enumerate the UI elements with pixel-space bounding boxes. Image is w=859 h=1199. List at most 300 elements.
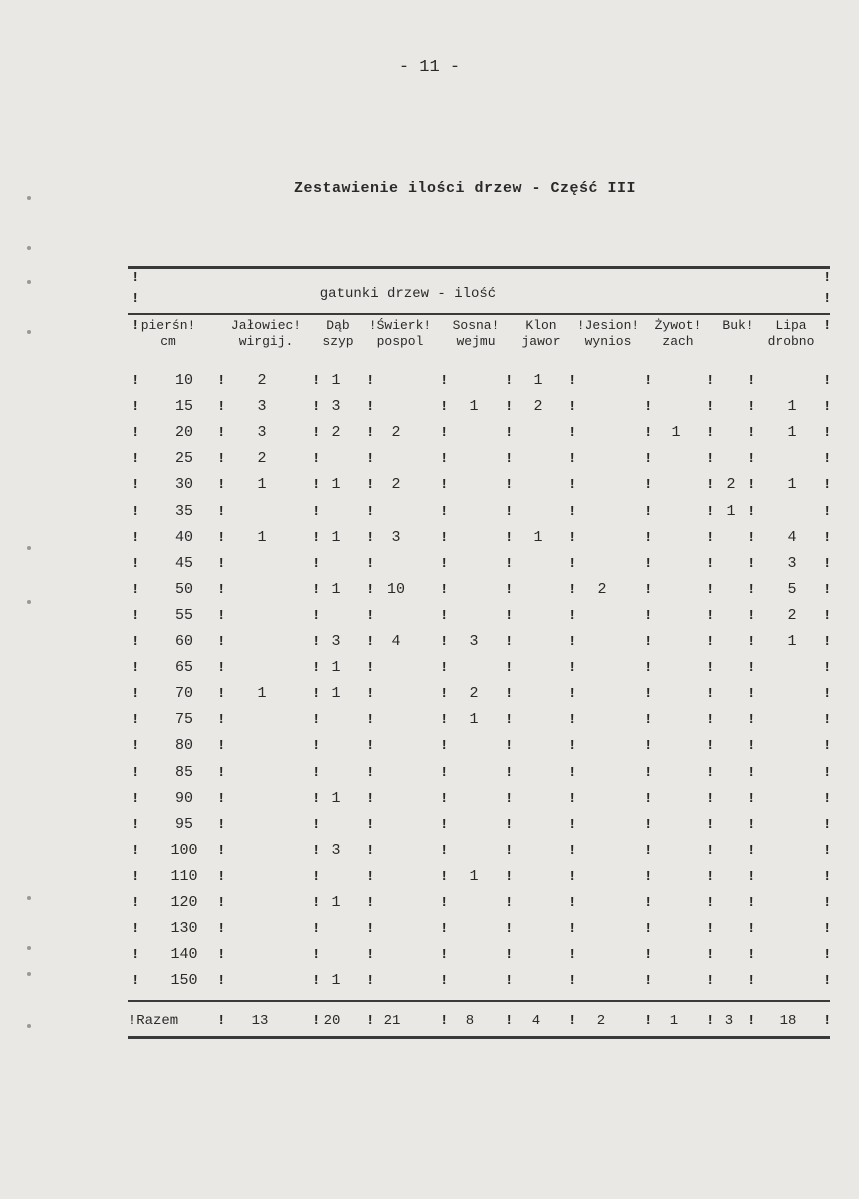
row-separator: ! <box>747 529 756 546</box>
row-separator: ! <box>312 503 321 520</box>
count-cell: 1 <box>331 659 341 677</box>
group-header-right-bar: ! <box>823 270 832 286</box>
row-separator: ! <box>823 816 832 833</box>
diameter-cell: 45 <box>174 554 194 572</box>
row-separator: ! <box>131 399 140 416</box>
row-separator: ! <box>747 816 756 833</box>
row-separator: ! <box>217 973 226 990</box>
column-header-line1: Dąb <box>326 318 350 333</box>
row-separator: ! <box>706 816 715 833</box>
count-cell: 3 <box>787 554 797 572</box>
count-cell: 1 <box>331 528 341 546</box>
count-cell: 1 <box>469 711 479 729</box>
row-separator: ! <box>217 686 226 703</box>
row-separator: ! <box>440 634 449 650</box>
row-separator: ! <box>312 842 321 859</box>
row-separator: ! <box>706 842 715 859</box>
row-separator: ! <box>644 555 653 572</box>
row-separator: ! <box>217 607 226 624</box>
row-separator: ! <box>505 607 514 624</box>
row-separator: ! <box>312 816 321 833</box>
row-separator: ! <box>706 529 715 546</box>
row-separator: ! <box>312 686 321 703</box>
row-separator: ! <box>823 399 832 416</box>
row-separator: ! <box>644 764 653 781</box>
row-separator: ! <box>312 895 321 911</box>
row-separator: ! <box>747 425 756 442</box>
row-separator: ! <box>823 425 832 442</box>
row-separator: ! <box>747 790 756 807</box>
row-separator: ! <box>217 816 226 833</box>
diameter-cell: 140 <box>170 946 198 964</box>
diameter-cell: 15 <box>174 398 194 416</box>
document-title: Zestawienie ilości drzew - Część III <box>293 180 637 197</box>
row-separator: ! <box>747 686 756 703</box>
total-cell: 8 <box>465 1013 475 1029</box>
group-header-rule <box>128 313 830 315</box>
row-separator: ! <box>366 895 375 911</box>
row-separator: ! <box>131 425 140 442</box>
row-separator: ! <box>505 947 514 964</box>
row-separator: ! <box>217 399 226 416</box>
row-separator: ! <box>706 607 715 624</box>
row-separator: ! <box>505 842 514 859</box>
column-header-line2: wejmu <box>456 334 496 349</box>
row-separator: ! <box>366 581 375 598</box>
diameter-cell: 75 <box>174 711 194 729</box>
row-separator: ! <box>706 555 715 572</box>
count-cell: 1 <box>469 398 479 416</box>
total-label: !Razem <box>127 1013 179 1029</box>
row-separator: ! <box>823 764 832 781</box>
column-header-line1: Buk! <box>722 318 754 333</box>
row-separator: ! <box>312 373 321 389</box>
column-header-line1: !Świerk! <box>368 318 432 333</box>
row-separator: ! <box>706 634 715 650</box>
row-separator: ! <box>747 738 756 755</box>
diameter-cell: 95 <box>174 815 194 833</box>
row-separator: ! <box>823 686 832 703</box>
column-header-line1: !Jesion! <box>576 318 640 333</box>
row-separator: ! <box>747 503 756 520</box>
count-cell: 1 <box>726 502 736 520</box>
row-separator: ! <box>706 868 715 885</box>
row-separator: ! <box>366 738 375 755</box>
count-cell: 2 <box>787 606 797 624</box>
row-separator: ! <box>568 425 577 442</box>
total-separator: ! <box>644 1013 653 1029</box>
count-cell: 3 <box>469 633 479 650</box>
row-separator: ! <box>706 451 715 468</box>
row-separator: ! <box>440 712 449 729</box>
row-separator: ! <box>706 373 715 389</box>
row-separator: ! <box>312 451 321 468</box>
total-cell: 2 <box>596 1013 606 1029</box>
row-separator: ! <box>823 555 832 572</box>
row-separator: ! <box>706 399 715 416</box>
row-separator: ! <box>568 973 577 990</box>
count-cell: 1 <box>331 972 341 990</box>
row-separator: ! <box>131 816 140 833</box>
row-separator: ! <box>823 973 832 990</box>
count-cell: 1 <box>671 424 681 442</box>
row-separator: ! <box>312 607 321 624</box>
total-separator: ! <box>505 1013 514 1029</box>
count-cell: 1 <box>787 424 797 442</box>
count-cell: 3 <box>331 633 341 650</box>
row-separator: ! <box>217 581 226 598</box>
header-left-bar: ! <box>131 318 140 334</box>
row-separator: ! <box>568 503 577 520</box>
row-separator: ! <box>440 607 449 624</box>
row-separator: ! <box>747 895 756 911</box>
count-cell: 1 <box>331 894 341 911</box>
total-cell: 21 <box>383 1013 401 1029</box>
row-separator: ! <box>312 529 321 546</box>
row-separator: ! <box>706 790 715 807</box>
total-separator: ! <box>706 1013 715 1029</box>
total-separator: ! <box>440 1013 449 1029</box>
total-separator: ! <box>217 1013 226 1029</box>
column-header-line2: drobno <box>767 334 815 349</box>
row-separator: ! <box>217 503 226 520</box>
row-separator: ! <box>644 660 653 677</box>
row-separator: ! <box>505 477 514 494</box>
row-separator: ! <box>568 555 577 572</box>
row-separator: ! <box>217 738 226 755</box>
row-separator: ! <box>312 581 321 598</box>
row-separator: ! <box>131 607 140 624</box>
row-separator: ! <box>823 503 832 520</box>
row-separator: ! <box>440 738 449 755</box>
row-separator: ! <box>312 712 321 729</box>
row-separator: ! <box>217 842 226 859</box>
row-separator: ! <box>823 477 832 494</box>
row-separator: ! <box>131 738 140 755</box>
group-header-left-bar: ! <box>131 291 140 307</box>
count-cell: 2 <box>726 476 736 494</box>
row-separator: ! <box>131 895 140 911</box>
row-separator: ! <box>366 921 375 938</box>
row-separator: ! <box>706 686 715 703</box>
row-separator: ! <box>823 607 832 624</box>
row-separator: ! <box>131 555 140 572</box>
diameter-cell: 100 <box>170 841 198 859</box>
row-separator: ! <box>366 555 375 572</box>
table-top-rule <box>128 266 830 269</box>
total-cell: 18 <box>779 1013 797 1029</box>
row-separator: ! <box>366 660 375 677</box>
total-cell: 1 <box>669 1013 679 1029</box>
count-cell: 1 <box>787 398 797 416</box>
row-separator: ! <box>131 373 140 389</box>
row-separator: ! <box>440 816 449 833</box>
row-separator: ! <box>366 399 375 416</box>
count-cell: 4 <box>787 528 797 546</box>
row-separator: ! <box>366 477 375 494</box>
row-separator: ! <box>131 973 140 990</box>
row-separator: ! <box>568 790 577 807</box>
diameter-cell: 130 <box>170 920 198 938</box>
row-separator: ! <box>747 973 756 990</box>
row-separator: ! <box>644 816 653 833</box>
row-separator: ! <box>217 529 226 546</box>
row-separator: ! <box>505 921 514 938</box>
row-separator: ! <box>312 425 321 442</box>
row-separator: ! <box>568 477 577 494</box>
row-separator: ! <box>505 973 514 990</box>
row-separator: ! <box>505 764 514 781</box>
row-separator: ! <box>505 895 514 911</box>
row-separator: ! <box>217 764 226 781</box>
count-cell: 1 <box>331 580 341 598</box>
row-separator: ! <box>568 868 577 885</box>
row-separator: ! <box>644 607 653 624</box>
count-cell: 2 <box>533 398 543 416</box>
row-separator: ! <box>131 764 140 781</box>
row-separator: ! <box>440 686 449 703</box>
row-separator: ! <box>568 399 577 416</box>
row-separator: ! <box>440 373 449 389</box>
count-cell: 1 <box>469 867 479 885</box>
row-separator: ! <box>505 425 514 442</box>
row-separator: ! <box>366 607 375 624</box>
row-separator: ! <box>440 973 449 990</box>
column-header-line2: pospol <box>376 334 424 349</box>
count-cell: 1 <box>331 789 341 807</box>
diameter-cell: 25 <box>174 450 194 468</box>
row-separator: ! <box>505 399 514 416</box>
row-separator: ! <box>366 373 375 389</box>
row-separator: ! <box>823 842 832 859</box>
table-bottom-rule <box>128 1036 830 1039</box>
diameter-cell: 110 <box>170 867 198 885</box>
row-separator: ! <box>366 451 375 468</box>
row-separator: ! <box>706 764 715 781</box>
count-cell: 3 <box>257 398 267 416</box>
row-separator: ! <box>312 764 321 781</box>
row-separator: ! <box>644 686 653 703</box>
row-separator: ! <box>644 634 653 650</box>
row-separator: ! <box>505 868 514 885</box>
row-separator: ! <box>440 764 449 781</box>
row-separator: ! <box>568 660 577 677</box>
row-separator: ! <box>823 738 832 755</box>
row-separator: ! <box>644 503 653 520</box>
row-separator: ! <box>568 451 577 468</box>
row-separator: ! <box>366 947 375 964</box>
row-separator: ! <box>706 660 715 677</box>
row-separator: ! <box>747 634 756 650</box>
row-separator: ! <box>644 581 653 598</box>
row-separator: ! <box>747 451 756 468</box>
row-separator: ! <box>505 503 514 520</box>
row-separator: ! <box>312 555 321 572</box>
row-separator: ! <box>440 477 449 494</box>
row-separator: ! <box>823 373 832 389</box>
row-separator: ! <box>823 660 832 677</box>
row-separator: ! <box>747 868 756 885</box>
row-separator: ! <box>217 790 226 807</box>
row-separator: ! <box>312 790 321 807</box>
count-cell: 2 <box>391 476 401 494</box>
row-separator: ! <box>312 399 321 416</box>
diameter-cell: 85 <box>174 763 194 781</box>
row-separator: ! <box>747 764 756 781</box>
row-separator: ! <box>131 503 140 520</box>
header-right-bar: ! <box>823 318 832 334</box>
row-separator: ! <box>312 477 321 494</box>
column-header-line2: cm <box>160 334 176 349</box>
row-separator: ! <box>644 477 653 494</box>
row-separator: ! <box>568 607 577 624</box>
count-cell: 10 <box>386 580 406 598</box>
row-separator: ! <box>131 790 140 807</box>
row-separator: ! <box>366 529 375 546</box>
row-separator: ! <box>644 921 653 938</box>
diameter-cell: 90 <box>174 789 194 807</box>
total-cell: 4 <box>531 1013 541 1029</box>
row-separator: ! <box>747 373 756 389</box>
row-separator: ! <box>440 790 449 807</box>
row-separator: ! <box>747 607 756 624</box>
row-separator: ! <box>706 895 715 911</box>
diameter-cell: 55 <box>174 606 194 624</box>
row-separator: ! <box>505 529 514 546</box>
column-header-line2: wynios <box>584 334 632 349</box>
row-separator: ! <box>644 868 653 885</box>
row-separator: ! <box>644 425 653 442</box>
count-cell: 1 <box>257 685 267 703</box>
row-separator: ! <box>131 451 140 468</box>
row-separator: ! <box>747 712 756 729</box>
page-number: - 11 - <box>398 58 461 77</box>
count-cell: 1 <box>533 372 543 389</box>
group-header-right-bar: ! <box>823 291 832 307</box>
row-separator: ! <box>131 581 140 598</box>
row-separator: ! <box>568 634 577 650</box>
row-separator: ! <box>131 660 140 677</box>
column-header-line2: zach <box>662 334 694 349</box>
row-separator: ! <box>644 712 653 729</box>
row-separator: ! <box>747 921 756 938</box>
row-separator: ! <box>568 921 577 938</box>
row-separator: ! <box>312 634 321 650</box>
row-separator: ! <box>644 842 653 859</box>
count-cell: 5 <box>787 580 797 598</box>
count-cell: 1 <box>787 633 797 650</box>
row-separator: ! <box>131 686 140 703</box>
count-cell: 1 <box>331 476 341 494</box>
row-separator: ! <box>366 503 375 520</box>
row-separator: ! <box>568 373 577 389</box>
row-separator: ! <box>312 921 321 938</box>
row-separator: ! <box>131 529 140 546</box>
row-separator: ! <box>131 477 140 494</box>
row-separator: ! <box>366 764 375 781</box>
row-separator: ! <box>505 660 514 677</box>
row-separator: ! <box>505 686 514 703</box>
row-separator: ! <box>440 451 449 468</box>
column-header-line1: pierśn! <box>140 318 196 333</box>
row-separator: ! <box>747 581 756 598</box>
total-separator: ! <box>568 1013 577 1029</box>
row-separator: ! <box>366 790 375 807</box>
row-separator: ! <box>568 842 577 859</box>
row-separator: ! <box>217 712 226 729</box>
row-separator: ! <box>131 921 140 938</box>
row-separator: ! <box>440 895 449 911</box>
row-separator: ! <box>644 529 653 546</box>
row-separator: ! <box>644 451 653 468</box>
row-separator: ! <box>747 947 756 964</box>
total-separator: ! <box>747 1013 756 1029</box>
count-cell: 1 <box>331 685 341 703</box>
diameter-cell: 70 <box>174 685 194 703</box>
row-separator: ! <box>644 947 653 964</box>
row-separator: ! <box>131 947 140 964</box>
row-separator: ! <box>568 712 577 729</box>
row-separator: ! <box>706 425 715 442</box>
row-separator: ! <box>505 373 514 389</box>
group-header: gatunki drzew - ilość <box>319 286 497 302</box>
row-separator: ! <box>217 634 226 650</box>
row-separator: ! <box>706 503 715 520</box>
row-separator: ! <box>823 868 832 885</box>
count-cell: 1 <box>533 528 543 546</box>
row-separator: ! <box>505 634 514 650</box>
total-top-rule <box>128 1000 830 1002</box>
row-separator: ! <box>440 555 449 572</box>
diameter-cell: 80 <box>174 737 194 755</box>
row-separator: ! <box>217 660 226 677</box>
column-header-line1: Żywot! <box>654 318 702 333</box>
row-separator: ! <box>747 660 756 677</box>
column-header-line2: szyp <box>322 334 354 349</box>
row-separator: ! <box>568 686 577 703</box>
row-separator: ! <box>747 477 756 494</box>
row-separator: ! <box>440 503 449 520</box>
count-cell: 1 <box>331 372 341 389</box>
row-separator: ! <box>217 947 226 964</box>
row-separator: ! <box>131 842 140 859</box>
row-separator: ! <box>440 425 449 442</box>
column-header-line1: Lipa <box>775 318 807 333</box>
column-header-line1: Klon <box>525 318 557 333</box>
total-separator: ! <box>366 1013 375 1029</box>
row-separator: ! <box>568 947 577 964</box>
row-separator: ! <box>505 790 514 807</box>
row-separator: ! <box>312 868 321 885</box>
row-separator: ! <box>706 947 715 964</box>
row-separator: ! <box>706 581 715 598</box>
diameter-cell: 60 <box>174 633 194 650</box>
total-cell: 13 <box>251 1013 269 1029</box>
count-cell: 1 <box>787 476 797 494</box>
row-separator: ! <box>366 634 375 650</box>
group-header-left-bar: ! <box>131 270 140 286</box>
count-cell: 3 <box>331 398 341 416</box>
diameter-cell: 30 <box>174 476 194 494</box>
diameter-cell: 150 <box>170 972 198 990</box>
row-separator: ! <box>644 790 653 807</box>
row-separator: ! <box>217 451 226 468</box>
total-cell: 20 <box>323 1013 341 1029</box>
count-cell: 3 <box>331 841 341 859</box>
row-separator: ! <box>568 764 577 781</box>
row-separator: ! <box>366 973 375 990</box>
count-cell: 1 <box>257 476 267 494</box>
